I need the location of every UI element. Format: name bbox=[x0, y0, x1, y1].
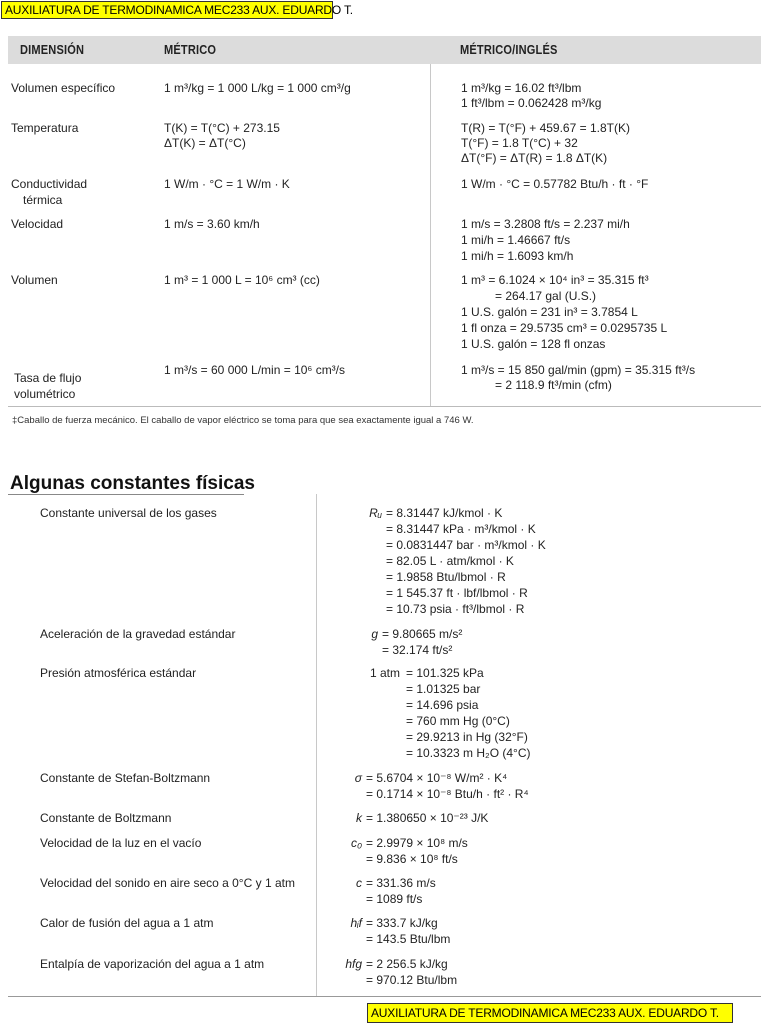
constant-symbol: hfg bbox=[345, 957, 362, 971]
constant-symbol: Rᵤ bbox=[369, 506, 382, 520]
metric-cell: 1 m³ = 1 000 L = 10⁶ cm³ (cc) bbox=[164, 273, 320, 287]
column-divider bbox=[316, 494, 317, 996]
footnote: ‡Caballo de fuerza mecánico. El caballo de vapor eléctrico se toma para que sea exactamente igual a 746 W. bbox=[12, 415, 474, 426]
constant-name: Calor de fusión del agua a 1 atm bbox=[40, 916, 214, 930]
constant-value: = 0.1714 × 10⁻⁸ Btu/h · ft² · R⁴ bbox=[366, 787, 529, 801]
dim-label: Volumen bbox=[11, 273, 58, 287]
constant-value: = 10.73 psia · ft³/lbmol · R bbox=[386, 602, 525, 616]
metric-cell: 1 m/s = 3.60 km/h bbox=[164, 217, 260, 231]
me-cell: 1 W/m · °C = 0.57782 Btu/h · ft · °F bbox=[461, 177, 649, 191]
header-banner: AUXILIATURA DE TERMODINAMICA MEC233 AUX. EDUARDO T. bbox=[1, 1, 333, 19]
constant-value: = 101.325 kPa bbox=[406, 666, 484, 680]
dim-label: Velocidad bbox=[11, 217, 64, 231]
me-cell: T(R) = T(°F) + 459.67 = 1.8T(K) bbox=[461, 121, 630, 135]
col-header-dimension: DIMENSIÓN bbox=[20, 42, 85, 57]
me-cell: 1 mi/h = 1.6093 km/h bbox=[461, 249, 574, 263]
constant-value: = 760 mm Hg (0°C) bbox=[406, 714, 510, 728]
me-cell: 1 fl onza = 29.5735 cm³ = 0.0295735 L bbox=[461, 321, 668, 335]
constant-value: = 1.9858 Btu/lbmol · R bbox=[386, 570, 506, 584]
metric-cell: 1 W/m · °C = 1 W/m · K bbox=[164, 177, 290, 191]
dim-label: Tasa de flujo bbox=[14, 371, 82, 385]
constant-value: = 82.05 L · atm/kmol · K bbox=[386, 554, 514, 568]
constant-value: = 2 256.5 kJ/kg bbox=[366, 957, 448, 971]
constant-symbol: hᵢf bbox=[350, 916, 362, 930]
constant-symbol: c bbox=[356, 876, 362, 890]
constant-value: = 9.836 × 10⁸ ft/s bbox=[366, 852, 458, 866]
me-cell: 1 U.S. galón = 231 in³ = 3.7854 L bbox=[461, 305, 638, 319]
constant-symbol: k bbox=[356, 811, 362, 825]
constant-value: = 14.696 psia bbox=[406, 698, 479, 712]
constant-name: Aceleración de la gravedad estándar bbox=[40, 627, 236, 641]
constant-value: = 1 545.37 ft · lbf/lbmol · R bbox=[386, 586, 528, 600]
dim-label: Volumen específico bbox=[11, 81, 116, 95]
constant-value: = 970.12 Btu/lbm bbox=[366, 973, 458, 987]
table-header bbox=[8, 36, 761, 64]
constant-name: Presión atmosférica estándar bbox=[40, 666, 197, 680]
column-divider bbox=[430, 64, 431, 406]
section-title: Algunas constantes físicas bbox=[10, 473, 255, 494]
me-cell: = 2 118.9 ft³/min (cfm) bbox=[495, 378, 612, 392]
metric-cell: 1 m³/s = 60 000 L/min = 10⁶ cm³/s bbox=[164, 363, 346, 377]
constant-value: = 1.380650 × 10⁻²³ J/K bbox=[366, 811, 489, 825]
constant-name: Constante de Stefan-Boltzmann bbox=[40, 771, 211, 785]
constant-symbol: σ bbox=[354, 771, 362, 785]
title-underline bbox=[8, 494, 244, 495]
me-cell: 1 U.S. galón = 128 fl onzas bbox=[461, 337, 606, 351]
constant-name: Constante universal de los gases bbox=[40, 506, 217, 520]
me-cell: T(°F) = 1.8 T(°C) + 32 bbox=[461, 136, 578, 150]
me-cell: = 264.17 gal (U.S.) bbox=[495, 289, 597, 303]
constant-value: = 333.7 kJ/kg bbox=[366, 916, 438, 930]
constant-value: = 8.31447 kJ/kmol · K bbox=[386, 506, 503, 520]
constant-value: = 0.0831447 bar · m³/kmol · K bbox=[386, 538, 546, 552]
metric-cell: ΔT(K) = ΔT(°C) bbox=[164, 136, 246, 150]
dim-label: Conductividad bbox=[11, 177, 88, 191]
me-cell: 1 mi/h = 1.46667 ft/s bbox=[461, 233, 571, 247]
constant-value: = 331.36 m/s bbox=[366, 876, 436, 890]
table-bottom-rule bbox=[8, 996, 761, 997]
metric-cell: 1 m³/kg = 1 000 L/kg = 1 000 cm³/g bbox=[164, 81, 351, 95]
me-cell: ΔT(°F) = ΔT(R) = 1.8 ΔT(K) bbox=[461, 151, 608, 165]
dim-label: volumétrico bbox=[14, 387, 76, 401]
constant-symbol: c₀ bbox=[350, 836, 362, 850]
me-cell: 1 m³/kg = 16.02 ft³/lbm bbox=[461, 81, 582, 95]
me-cell: 1 m³/s = 15 850 gal/min (gpm) = 35.315 ft³/s bbox=[461, 363, 696, 377]
constant-symbol: g bbox=[371, 627, 378, 641]
constant-value: = 9.80665 m/s² bbox=[382, 627, 463, 641]
metric-cell: T(K) = T(°C) + 273.15 bbox=[164, 121, 280, 135]
constant-value: = 2.9979 × 10⁸ m/s bbox=[366, 836, 468, 850]
col-header-metric: MÉTRICO bbox=[164, 42, 217, 57]
constant-name: Velocidad del sonido en aire seco a 0°C y 1 atm bbox=[40, 876, 295, 890]
footer-banner: AUXILIATURA DE TERMODINAMICA MEC233 AUX. EDUARDO T. bbox=[367, 1003, 733, 1023]
constant-value: = 1089 ft/s bbox=[366, 892, 423, 906]
me-cell: 1 m/s = 3.2808 ft/s = 2.237 mi/h bbox=[461, 217, 630, 231]
constant-value: = 143.5 Btu/lbm bbox=[366, 932, 451, 946]
dim-label: térmica bbox=[23, 193, 63, 207]
constant-value: = 32.174 ft/s² bbox=[382, 643, 453, 657]
constant-name: Velocidad de la luz en el vacío bbox=[40, 836, 202, 850]
col-header-metric-english: MÉTRICO/INGLÉS bbox=[460, 42, 558, 57]
constant-symbol: 1 atm bbox=[369, 666, 400, 680]
constant-name: Constante de Boltzmann bbox=[40, 811, 172, 825]
me-cell: 1 m³ = 6.1024 × 10⁴ in³ = 35.315 ft³ bbox=[461, 273, 649, 287]
constant-value: = 8.31447 kPa · m³/kmol · K bbox=[386, 522, 536, 536]
constant-value: = 10.3323 m H₂O (4°C) bbox=[406, 746, 531, 760]
constant-value: = 1.01325 bar bbox=[406, 682, 481, 696]
constant-value: = 5.6704 × 10⁻⁸ W/m² · K⁴ bbox=[366, 771, 508, 785]
constant-name: Entalpía de vaporización del agua a 1 atm bbox=[40, 957, 265, 971]
table-bottom-rule bbox=[8, 406, 761, 407]
me-cell: 1 ft³/lbm = 0.062428 m³/kg bbox=[461, 96, 602, 110]
dim-label: Temperatura bbox=[11, 121, 79, 135]
constant-value: = 29.9213 in Hg (32°F) bbox=[406, 730, 528, 744]
